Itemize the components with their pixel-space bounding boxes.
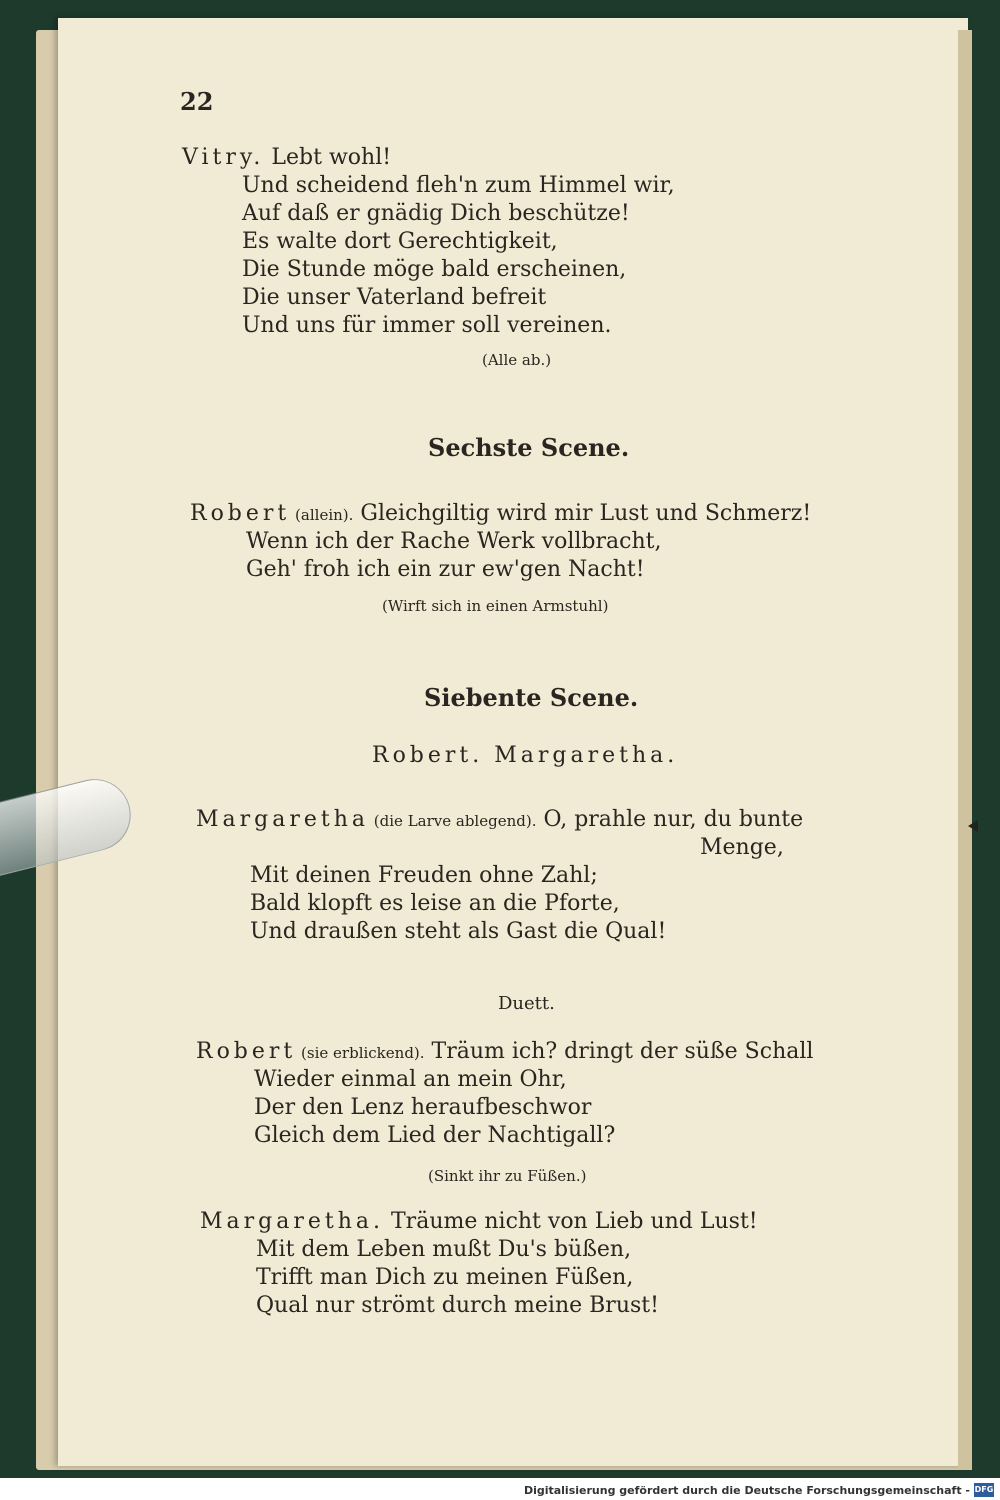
dfg-logo: DFG xyxy=(974,1483,994,1497)
line-text: Träum ich? dringt der süße Schall xyxy=(424,1039,814,1064)
speaker-name: Vitry. xyxy=(182,145,265,170)
stage-direction: (Sinkt ihr zu Füßen.) xyxy=(428,1167,587,1185)
speaker-name: Margaretha xyxy=(196,807,370,832)
speaker-name: Robert xyxy=(190,501,291,526)
speaker-name: Robert xyxy=(196,1039,297,1064)
speaker-name: Margaretha. xyxy=(200,1209,385,1234)
footer-bar xyxy=(0,1478,1000,1500)
verse-line: Auf daß er gnädig Dich beschütze! xyxy=(242,201,630,226)
line-robert xyxy=(196,1038,813,1067)
verse-line: Qual nur strömt durch meine Brust! xyxy=(256,1293,659,1318)
verse-line: Mit deinen Freuden ohne Zahl; xyxy=(250,863,598,888)
verse-line: Der den Lenz heraufbeschwor xyxy=(254,1095,592,1120)
line-margaretha xyxy=(196,806,803,835)
stage-direction: (die Larve ablegend). xyxy=(369,812,537,830)
verse-line: Wieder einmal an mein Ohr, xyxy=(254,1067,567,1092)
line-text: Gleichgiltig wird mir Lust und Schmerz! xyxy=(353,501,812,526)
verse-line: Und draußen steht als Gast die Qual! xyxy=(250,919,667,944)
stage-direction: (Alle ab.) xyxy=(482,351,552,369)
verse-line: Die Stunde möge bald erscheinen, xyxy=(242,257,627,282)
verse-line: Und uns für immer soll vereinen. xyxy=(242,313,612,338)
scene-heading: Siebente Scene. xyxy=(424,683,639,712)
verse-line: Wenn ich der Rache Werk vollbracht, xyxy=(246,529,662,554)
line-text: Lebt wohl! xyxy=(264,145,392,170)
verse-line: Menge, xyxy=(700,835,784,860)
line-text: Träume nicht von Lieb und Lust! xyxy=(384,1209,758,1234)
scene-characters: Robert. Margaretha. xyxy=(372,743,679,768)
line-robert xyxy=(190,500,811,529)
verse-line: Geh' froh ich ein zur ew'gen Nacht! xyxy=(246,557,645,582)
section-label: Duett. xyxy=(498,993,555,1014)
verse-line: Es walte dort Gerechtigkeit, xyxy=(242,229,558,254)
scene-heading: Sechste Scene. xyxy=(428,433,630,462)
line-margaretha xyxy=(200,1208,758,1236)
verse-line: Trifft man Dich zu meinen Füßen, xyxy=(256,1265,634,1290)
line-text: O, prahle nur, du bunte xyxy=(536,807,804,832)
verse-line: Bald klopft es leise an die Pforte, xyxy=(250,891,620,916)
stage-direction: (Wirft sich in einen Armstuhl) xyxy=(382,597,609,615)
verse-line: Gleich dem Lied der Nachtigall? xyxy=(254,1123,616,1148)
funding-credit: Digitalisierung gefördert durch die Deutsche Forschungsgemeinschaft - xyxy=(523,1484,970,1497)
verse-line: Die unser Vaterland befreit xyxy=(242,285,547,310)
stage-direction: (allein). xyxy=(290,506,354,524)
page-number: 22 xyxy=(180,87,214,116)
stage-direction: (sie erblickend). xyxy=(296,1044,425,1062)
line-vitry xyxy=(182,144,391,172)
verse-line: Und scheidend fleh'n zum Himmel wir, xyxy=(242,173,675,198)
verse-line: Mit dem Leben mußt Du's büßen, xyxy=(256,1237,632,1262)
